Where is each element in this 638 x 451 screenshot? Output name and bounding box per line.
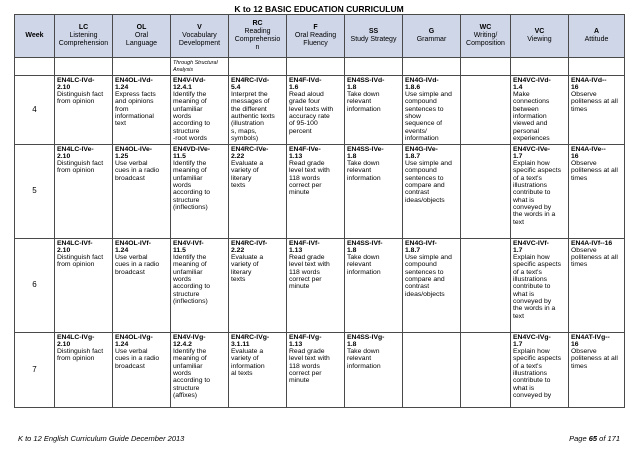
competency-text: Distinguish fact from opinion: [57, 254, 104, 269]
competency-code: EN4F-IVe- 1.13: [289, 145, 321, 160]
footer-page-number: [569, 434, 620, 443]
competency-code: EN4SS-IVg- 1.8: [347, 333, 385, 348]
competency-code: EN4LC-IVf- 2.10: [57, 239, 93, 254]
competency-text: Read grade level text with 118 words correct per minute: [289, 254, 330, 291]
subnote-cell: [345, 58, 403, 76]
competency-cell: [55, 144, 113, 238]
competency-code: EN4G-IVe- 1.8.7: [405, 145, 438, 160]
column-code: VC: [534, 28, 545, 35]
competency-cell: [55, 238, 113, 332]
subnote-cell: [229, 58, 287, 76]
competency-cell: [511, 238, 569, 332]
competency-code: EN4RC-IVg- 3.1.11: [231, 333, 270, 348]
competency-cell: [569, 332, 625, 407]
competency-text: Explain how specific aspects of a text's illustrations contribute to what is conveyed by the words in a text: [513, 160, 561, 226]
subnote-cell: [511, 58, 569, 76]
column-name: Reading Comprehensio n: [234, 28, 281, 51]
subnote-cell: [15, 58, 55, 76]
competency-cell: [345, 238, 403, 332]
competency-text: Identify the meaning of unfamiliar words according to structure -root words: [173, 91, 211, 142]
competency-cell: [403, 144, 461, 238]
competency-cell: [113, 75, 171, 144]
subnote-row: [15, 58, 625, 76]
column-header-0: [15, 15, 55, 58]
competency-code: EN4LC-IVd- 2.10: [57, 76, 95, 91]
competency-text: Read aloud grade four level texts with accuracy rate of 95-100 percent: [289, 91, 334, 135]
competency-text: Use simple and compound sentences to show sequence of events/ information: [405, 91, 452, 142]
competency-cell: [229, 75, 287, 144]
competency-text: Distinguish fact from opinion: [57, 348, 104, 363]
competency-cell: [345, 75, 403, 144]
competency-cell: [171, 144, 229, 238]
competency-code: EN4RC-IVe- 2.22: [231, 145, 269, 160]
competency-text: Identify the meaning of unfamiliar words according to structure (inflections): [173, 160, 211, 211]
competency-code: EN4OL-IVd- 1.24: [115, 76, 153, 91]
competency-cell: [569, 238, 625, 332]
week-row: [15, 75, 625, 144]
subnote-cell: [569, 58, 625, 76]
column-name: Grammar: [416, 36, 447, 43]
column-name: Attitude: [584, 36, 609, 43]
column-header-9: [511, 15, 569, 58]
column-code: SS: [368, 28, 379, 35]
competency-cell: [113, 332, 171, 407]
week-number: 4: [15, 75, 55, 144]
column-name: Listening Comprehension: [58, 32, 109, 47]
competency-cell: [171, 332, 229, 407]
competency-text: Take down relevant information: [347, 254, 381, 276]
document-title: K to 12 BASIC EDUCATION CURRICULUM: [234, 4, 404, 14]
competency-code: EN4AT-IVg-- 16: [571, 333, 610, 348]
competency-text: Interpret the messages of the different authentic texts (illustration s, maps, symbols): [231, 91, 275, 142]
competency-text: Observe politeness at all times: [571, 160, 618, 182]
competency-cell: [511, 144, 569, 238]
competency-cell: [345, 332, 403, 407]
competency-code: EN4V-IVf- 11.5: [173, 239, 204, 254]
competency-code: EN4A-IVd-- 16: [571, 76, 607, 91]
competency-code: EN4OL-IVe- 1.25: [115, 145, 153, 160]
competency-code: EN4F-IVf- 1.13: [289, 239, 320, 254]
competency-code: EN4VC-IVd- 1.4: [513, 76, 551, 91]
competency-cell: [229, 238, 287, 332]
competency-code: EN4A-IVe-- 16: [571, 145, 606, 160]
competency-cell: [287, 332, 345, 407]
competency-cell: [55, 75, 113, 144]
competency-cell: [461, 144, 511, 238]
column-code: A: [593, 28, 600, 35]
week-number: 6: [15, 238, 55, 332]
column-header-5: [287, 15, 345, 58]
competency-text: Explain how specific aspects of a text's illustrations contribute to what is conveyed by: [513, 348, 561, 399]
competency-text: Evaluate a variety of literary texts: [231, 160, 264, 190]
competency-text: Express facts and opinions from informational text: [115, 91, 156, 128]
competency-code: EN4VC-IVg- 1.7: [513, 333, 551, 348]
column-header-1: [55, 15, 113, 58]
page-suffix: of 171: [597, 434, 620, 443]
competency-text: Use verbal cues in a radio broadcast: [115, 254, 160, 276]
column-code: WC: [479, 24, 492, 31]
page-prefix: Page: [569, 434, 589, 443]
competency-cell: [345, 144, 403, 238]
competency-text: Distinguish fact from opinion: [57, 160, 104, 175]
competency-cell: [287, 238, 345, 332]
competency-text: Observe politeness at all times: [571, 246, 618, 269]
subnote-cell: [171, 58, 229, 76]
competency-cell: [511, 75, 569, 144]
competency-cell: [461, 75, 511, 144]
competency-text: Take down relevant information: [347, 348, 381, 370]
competency-cell: [403, 75, 461, 144]
competency-code: EN4SS-IVe- 1.8: [347, 145, 384, 160]
competency-text: Identify the meaning of unfamiliar words according to structure (affixes): [173, 348, 211, 399]
competency-text: Use verbal cues in a radio broadcast: [115, 160, 160, 182]
competency-code: EN4A-IVf--16: [571, 239, 613, 247]
competency-code: EN4F-IVd- 1.6: [289, 76, 322, 91]
competency-cell: [171, 238, 229, 332]
column-header-4: [229, 15, 287, 58]
week-row: [15, 144, 625, 238]
column-code: RC: [252, 20, 263, 27]
competency-cell: [461, 238, 511, 332]
competency-cell: [229, 144, 287, 238]
column-name: Viewing: [527, 36, 552, 43]
competency-code: EN4SS-IVf- 1.8: [347, 239, 383, 254]
competency-code: EN4RC-IVd- 5.4: [231, 76, 270, 91]
subnote-cell: [55, 58, 113, 76]
column-name: Oral Language: [125, 32, 158, 47]
competency-code: EN4G-IVd- 1.8.6: [405, 76, 439, 91]
competency-text: Evaluate a variety of information al texts: [231, 348, 265, 378]
competency-text: Make connections between information viewed and personal experiences: [513, 91, 550, 142]
column-header-8: [461, 15, 511, 58]
competency-text: Observe politeness at all times: [571, 348, 618, 370]
column-header-10: [569, 15, 625, 58]
column-name: Week: [25, 32, 44, 39]
competency-code: EN4VC-IVe- 1.7: [513, 145, 551, 160]
competency-text: Read grade level text with 118 words correct per minute: [289, 160, 330, 197]
competency-cell: [113, 238, 171, 332]
subnote-cell: [113, 58, 171, 76]
competency-text: Distinguish fact from opinion: [57, 91, 104, 106]
competency-cell: [511, 332, 569, 407]
competency-text: Observe politeness at all times: [571, 91, 618, 113]
competency-cell: [287, 75, 345, 144]
competency-cell: [229, 332, 287, 407]
competency-cell: [55, 332, 113, 407]
competency-text: Use simple and compound sentences to compare and contrast ideas/objects: [405, 160, 452, 204]
competency-text: Use simple and compound sentences to compare and contrast ideas/objects: [405, 254, 452, 298]
competency-code: EN4OL-IVf- 1.24: [115, 239, 151, 254]
footer-guide-title: K to 12 English Curriculum Guide December 2013: [18, 434, 185, 443]
subnote-cell: [461, 58, 511, 76]
competency-cell: [287, 144, 345, 238]
column-code: OL: [136, 24, 147, 31]
competency-cell: [403, 332, 461, 407]
competency-text: Take down relevant information: [347, 91, 381, 113]
competency-text: Identify the meaning of unfamiliar words according to structure (inflections): [173, 254, 211, 305]
competency-code: EN4RC-IVf- 2.22: [231, 239, 268, 254]
competency-code: EN4V-IVd- 12.4.1: [173, 76, 206, 91]
curriculum-table: [14, 14, 625, 408]
competency-cell: [403, 238, 461, 332]
structural-analysis-note: Through Structural Analysis: [173, 60, 218, 74]
week-row: [15, 238, 625, 332]
competency-code: EN4G-IVf- 1.8.7: [405, 239, 437, 254]
competency-code: EN4F-IVg- 1.13: [289, 333, 322, 348]
column-code: G: [428, 28, 435, 35]
column-code: LC: [78, 24, 89, 31]
competency-text: Explain how specific aspects of a text's illustrations contribute to what is conveyed by the words in a text: [513, 254, 561, 320]
column-name: Study Strategy: [350, 36, 397, 43]
column-name: Vocabulary Development: [178, 32, 221, 47]
competency-text: Take down relevant information: [347, 160, 381, 182]
competency-cell: [569, 144, 625, 238]
subnote-cell: [287, 58, 345, 76]
column-header-6: [345, 15, 403, 58]
week-number: 5: [15, 144, 55, 238]
competency-cell: [461, 332, 511, 407]
competency-code: EN4OL-IVg- 1.24: [115, 333, 153, 348]
column-name: Oral Reading Fluency: [294, 32, 337, 47]
page-current: 65: [588, 434, 598, 443]
competency-text: Use verbal cues in a radio broadcast: [115, 348, 160, 370]
column-header-3: [171, 15, 229, 58]
competency-code: EN4LC-IVg- 2.10: [57, 333, 95, 348]
competency-cell: [113, 144, 171, 238]
subnote-cell: [403, 58, 461, 76]
column-name: Writing/ Composition: [466, 32, 505, 47]
competency-code: EN4SS-IVd- 1.8: [347, 76, 385, 91]
column-header-2: [113, 15, 171, 58]
column-header-7: [403, 15, 461, 58]
week-row: [15, 332, 625, 407]
competency-text: Read grade level text with 118 words correct per minute: [289, 348, 330, 385]
week-number: 7: [15, 332, 55, 407]
competency-code: EN4VC-IVf- 1.7: [513, 239, 549, 254]
column-code: F: [313, 24, 318, 31]
column-code: V: [197, 24, 202, 31]
competency-cell: [171, 75, 229, 144]
competency-code: EN4VD-IVe- 11.5: [173, 145, 211, 160]
competency-cell: [569, 75, 625, 144]
header-row: [15, 15, 625, 58]
competency-text: Evaluate a variety of literary texts: [231, 254, 264, 284]
competency-code: EN4V-IVg- 12.4.2: [173, 333, 206, 348]
competency-code: EN4LC-IVe- 2.10: [57, 145, 94, 160]
